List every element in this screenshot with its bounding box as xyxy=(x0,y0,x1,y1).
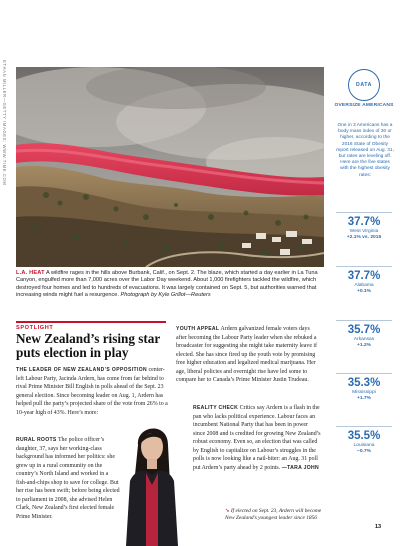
stat-item xyxy=(332,212,396,241)
wildfire-photo xyxy=(16,67,324,267)
stat-divider xyxy=(336,212,392,213)
stat-percent: 35.7% xyxy=(347,324,381,336)
stat-divider xyxy=(336,320,392,321)
rural-roots-text: The police officer’s daughter, 37, says her working-class background has informed her politics: she grew up in a rural community on the country’s North Island and worked in a fish-and-chips shop to save for college. But her rise has been swift; before being elected to parliament in 2008, she advised Helen Clark, New Zealand’s first elected female Prime Minister. xyxy=(16,437,120,520)
stat-divider xyxy=(336,373,392,374)
youth-appeal-label: YOUTH APPEAL xyxy=(176,326,220,332)
stat-percent: 35.3% xyxy=(347,377,381,389)
section-youth-appeal xyxy=(176,325,321,385)
sidebar-title: OVERSIZE AMERICANS xyxy=(334,103,394,108)
lead-text: center-left Labour Party, Jacinda Ardern, has come from far behind to rival Prime Minister Bill English in polls ahead of the Sept. 23 general election. Since becoming leader on Aug. 1, Ardern has helped pull the party’s projected share of the vote from 26% to a 10-year high of 43%. Here’s more: xyxy=(16,367,168,416)
kicker-rule xyxy=(16,321,166,323)
section-rural-roots xyxy=(16,436,120,521)
stat-divider xyxy=(336,266,392,267)
gutter-text: ETHAN MILLER—GETTY IMAGES; WWW.TIME.COM xyxy=(2,60,7,186)
stat-percent: 37.7% xyxy=(347,216,381,228)
stat-change: −0.7% xyxy=(356,449,371,454)
portrait-caption xyxy=(225,508,323,522)
portrait-illustration xyxy=(122,415,182,546)
rural-roots-label: RURAL ROOTS xyxy=(16,437,57,443)
stat-state: West Virginia xyxy=(349,229,379,234)
stat-item xyxy=(332,320,396,349)
stat-state: Mississippi xyxy=(352,390,376,395)
stat-change: +0.1% xyxy=(356,289,371,294)
portrait-caption-text: If elected on Sept. 23, Ardern will become New Zealand’s youngest leader since 1856 xyxy=(225,508,322,521)
stat-item xyxy=(332,266,396,295)
stat-change: +2.1% vs. 2015 xyxy=(346,235,382,240)
article-kicker: SPOTLIGHT xyxy=(16,325,54,331)
section-reality-check xyxy=(193,404,321,472)
stat-state: Alabama xyxy=(354,283,374,288)
sidebar-text: One in 3 Americans has a body mass index of 30 or higher, according to the 2016 State of Obesity report released on Aug. 31, but rates are leveling off. Here are the five states with the highest obesity rates: xyxy=(336,123,394,178)
reality-check-label: REALITY CHECK xyxy=(193,405,239,411)
stat-state: Louisiana xyxy=(353,443,375,448)
article-headline: New Zealand’s rising star puts election in play xyxy=(16,331,160,360)
stat-percent: 37.7% xyxy=(347,270,381,282)
caption-arrow-icon: ➘ xyxy=(225,508,230,514)
caption-text: A wildfire rages in the hills above Burbank, Calif., on Sept. 2. The blaze, which started a day earlier in La Tuna Canyon, engulfed more than 7,000 acres over the Labor Day weekend. About 1,000 firefighters tackled the wildfire, which destroyed four homes and led to hundreds of evacuations. It was largely contained on Sept. 5, but authorities warned that increasing winds might fuel a resurgence. xyxy=(16,270,318,299)
stat-item xyxy=(332,373,396,402)
photo-caption xyxy=(16,270,324,300)
stat-change: +1.2% xyxy=(356,343,371,348)
stat-change: +1.7% xyxy=(356,396,371,401)
data-badge: DATA xyxy=(348,69,380,101)
reality-check-text: Critics say Ardern is a flash in the pan who lacks political experience. Labour faces an incumbent National Party that has been in power since 2008 and is credited for growing New Zealand’s robust economy. Even so, an election that was called by English to capitalize on Labour’s struggles in the polls is now looking like a nail-biter: an Aug. 31 poll put Ardern’s party ahead by 2 points. xyxy=(193,405,321,471)
article-byline: —TARA JOHN xyxy=(281,464,319,471)
stat-state: Arkansas xyxy=(353,337,375,342)
ardern-portrait xyxy=(122,415,182,546)
stat-percent: 35.5% xyxy=(347,430,381,442)
stat-divider xyxy=(336,426,392,427)
page-number: 13 xyxy=(375,524,382,530)
caption-credit: Photograph by Kyle Grillot—Reuters xyxy=(120,292,211,299)
article-lead xyxy=(16,366,170,417)
stat-item xyxy=(332,426,396,455)
lead-smallcaps: THE LEADER OF NEW ZEALAND’S OPPOSITION xyxy=(16,367,148,373)
youth-appeal-text: Ardern galvanized female voters days after becoming the Labour Party leader when she rebuked a broadcaster for suggesting she might take maternity leave if elected. She has since fired up the youth vote by promising free higher education and legalized medical marijuana. Her age, liberal policies and overnight rise have led some to compare her to Canada’s Prime Minister Justin Trudeau. xyxy=(176,326,318,383)
wildfire-illustration xyxy=(16,67,324,267)
caption-label: L.A. HEAT xyxy=(16,270,45,276)
photo-credit-gutter xyxy=(1,60,11,480)
